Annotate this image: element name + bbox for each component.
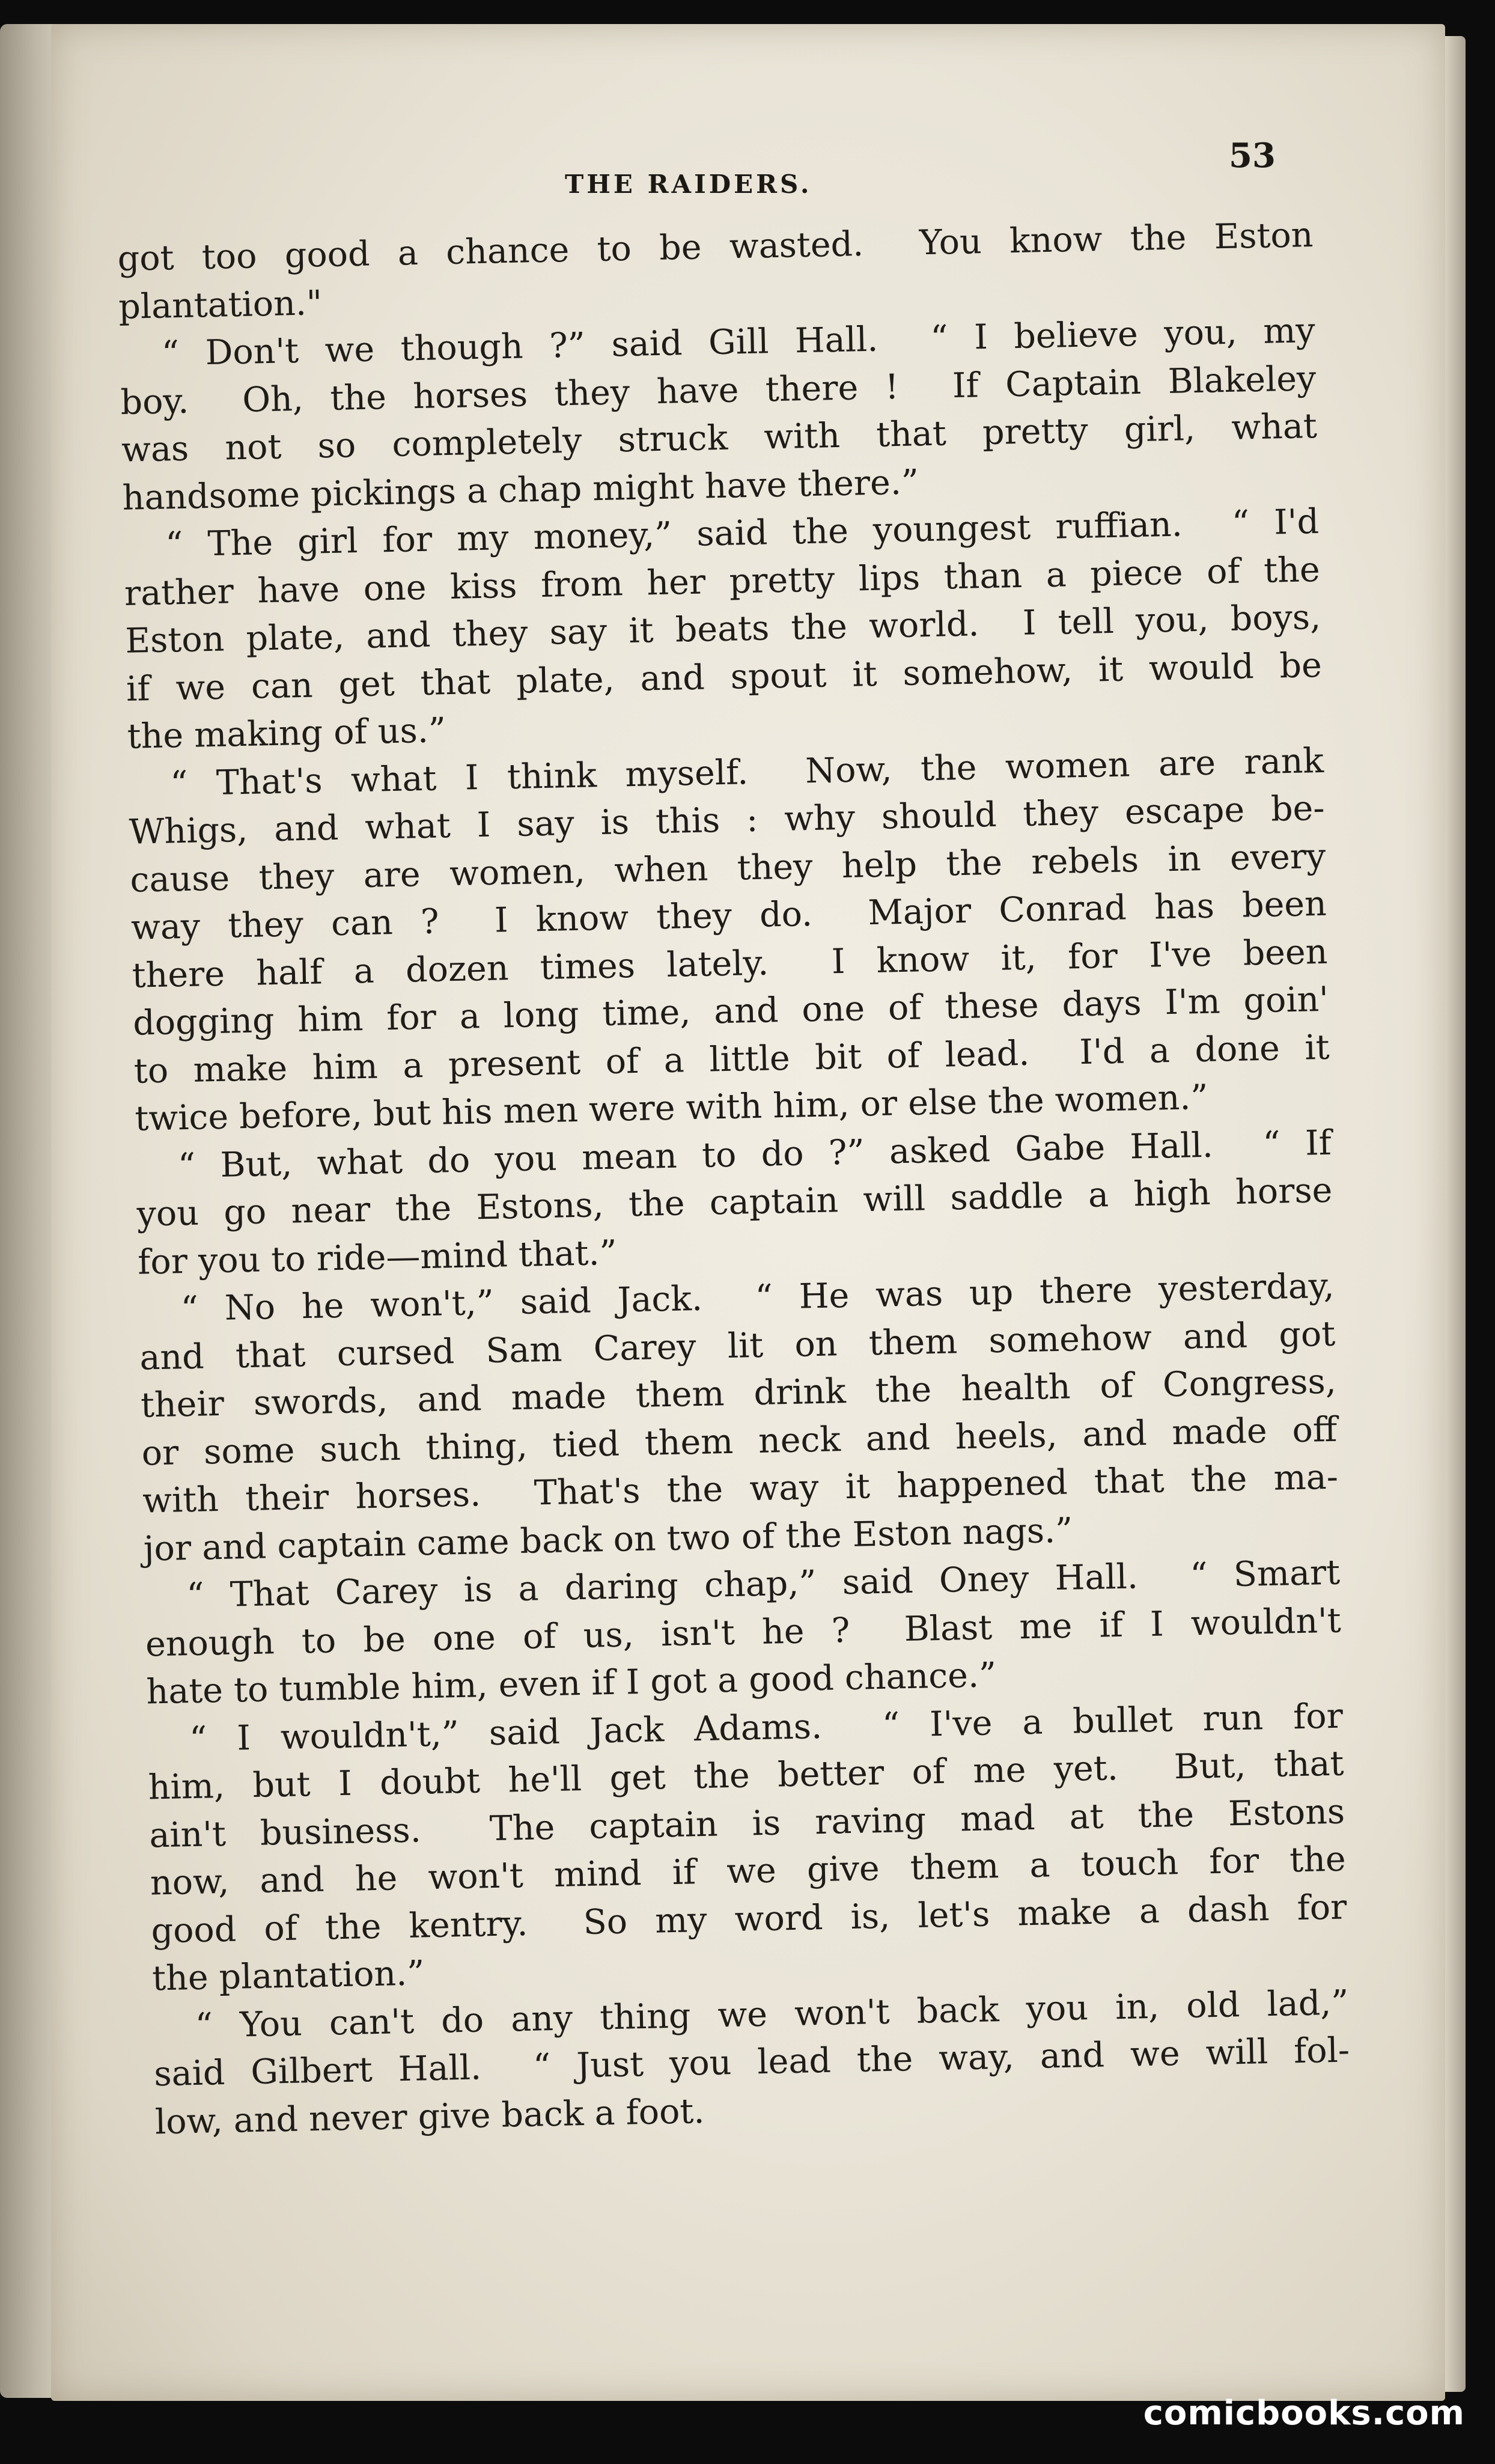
text-line: boy. Oh, the horses they have there ! If Captain Blakeley — [120, 358, 1317, 422]
text-line: “ That Carey is a daring chap,” said Oney Hall. “ Smart — [186, 1552, 1341, 1616]
text-line: “ But, what do you mean to do ?” asked Gabe Hall. “ If — [177, 1123, 1332, 1186]
text-line: you go near the Estons, the captain will saddle a high horse — [136, 1170, 1333, 1234]
text-line: ain't business. The captain is raving mad at the Estons — [148, 1792, 1345, 1855]
text-line: “ That's what I think myself. Now, the women are rank — [169, 740, 1324, 804]
text-line: their swords, and made them drink the health of Congress, — [140, 1361, 1337, 1426]
text-line: Whigs, and what I say is this : why should they escape be- — [129, 788, 1326, 852]
text-line: way they can ? I know they do. Major Conrad has been — [130, 883, 1327, 948]
text-line: “ Don't we though ?” said Gill Hall. “ I believe you, my — [161, 311, 1316, 374]
page-number: 53 — [1229, 136, 1276, 175]
text-line: said Gilbert Hall. “ Just you lead the way, and we will fol- — [153, 2030, 1350, 2094]
text-line: rather have one kiss from her pretty lips than a piece of the — [124, 549, 1321, 614]
body-text — [117, 212, 1351, 2146]
text-line: “ The girl for my money,” said the youngest ruffian. “ I'd — [165, 501, 1320, 565]
text-line: jor and captain came back on two of the Eston nags.” — [143, 1510, 1073, 1569]
text-line: Eston plate, and they say it beats the world. I tell you, boys, — [124, 597, 1321, 661]
text-line: him, but I doubt he'll get the better of me yet. But, that — [148, 1743, 1345, 1808]
text-line: handsome pickings a chap might have there.” — [122, 462, 919, 518]
text-line: enough to be one of us, isn't he ? Blast me if I wouldn't — [145, 1600, 1342, 1665]
text-line: dogging him for a long time, and one of these days I'm goin' — [132, 979, 1329, 1043]
text-line: low, and never give back a foot. — [154, 2091, 705, 2142]
text-line: plantation." — [118, 282, 323, 327]
text-line: with their horses. That's the way it happened that the ma- — [142, 1457, 1339, 1521]
text-line: got too good a chance to be wasted. You know the Eston — [117, 215, 1314, 279]
text-line: good of the kentry. So my word is, let's make a dash for — [150, 1886, 1347, 1951]
text-line: cause they are women, when they help the rebels in every — [129, 836, 1326, 900]
text-line: hate to tumble him, even if I got a good chance.” — [145, 1655, 997, 1712]
text-line: the making of us.” — [127, 710, 446, 757]
running-head-title: THE RAIDERS. — [565, 169, 812, 199]
text-line: or some such thing, tied them neck and heels, and made off — [141, 1409, 1338, 1474]
text-line: “ I wouldn't,” said Jack Adams. “ I've a bullet run for — [189, 1696, 1344, 1759]
text-line: “ No he won't,” said Jack. “ He was up there yesterday, — [180, 1266, 1335, 1329]
text-line: the plantation.” — [151, 1953, 425, 1999]
site-watermark: comicbooks.com — [1143, 2394, 1465, 2433]
text-line: if we can get that plate, and spout it somehow, it would be — [126, 645, 1323, 709]
text-line: “ You can't do any thing we won't back you in, old lad,” — [195, 1982, 1350, 2046]
text-line: twice before, but his men were with him, or else the women.” — [134, 1077, 1209, 1139]
text-line: and that cursed Sam Carey lit on them somehow and got — [139, 1314, 1336, 1378]
text-line: there half a dozen times lately. I know it, for I've been — [132, 932, 1328, 996]
text-line: now, and he won't mind if we give them a touch for the — [150, 1839, 1347, 1903]
book-page-edge — [1445, 36, 1466, 2392]
text-line: was not so completely struck with that pretty girl, what — [121, 406, 1318, 470]
text-line: to make him a present of a little bit of lead. I'd a done it — [133, 1027, 1330, 1091]
text-line: for you to ride—mind that.” — [137, 1233, 618, 1282]
